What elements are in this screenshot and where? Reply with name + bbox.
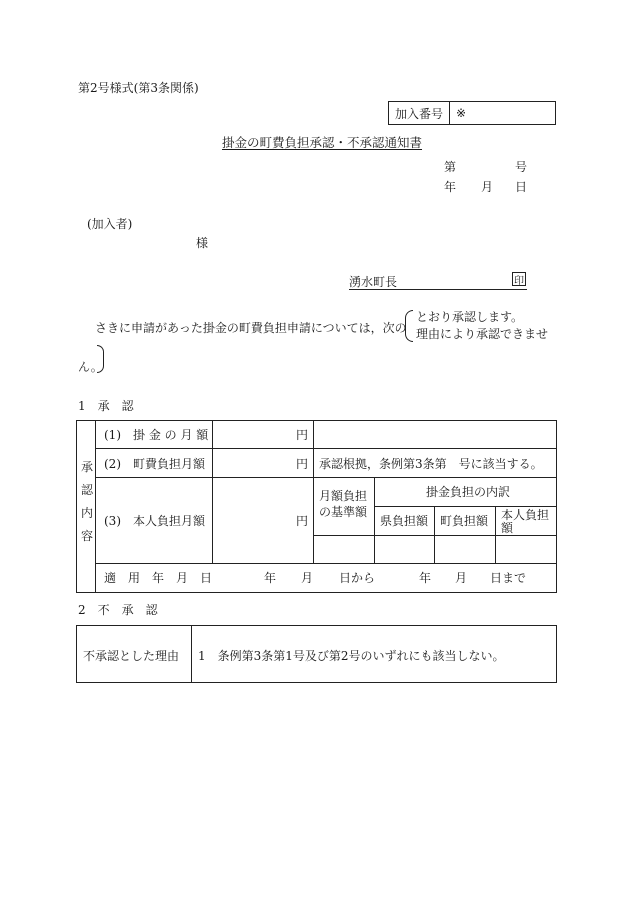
approval-side-label: 承 認 内 容	[80, 460, 93, 543]
row2-yen: 円	[296, 457, 309, 471]
issuer-underline	[349, 289, 527, 290]
applicable-date-label: 適 用 年 月 日	[104, 571, 213, 585]
enrollment-number-value: ※	[456, 106, 467, 120]
breakdown-header: 掛金負担の内訳	[426, 485, 511, 499]
row1-yen: 円	[296, 428, 309, 442]
rejection-label: 不承認とした理由	[83, 649, 180, 663]
row2-label: (2) 町費負担月額	[104, 457, 205, 471]
issuer: 湧水町長	[349, 275, 398, 289]
breakdown-town: 町負担額	[440, 514, 489, 528]
row1-label: (1) 掛 金 の 月 額	[104, 428, 209, 442]
left-paren	[405, 310, 413, 342]
enrollment-number-box	[388, 101, 556, 125]
approval-basis: 承認根拠，条例第3条第 号に該当する。	[319, 457, 543, 471]
breakdown-self-line1: 本人負担	[501, 508, 550, 522]
option-reject: 理由により承認できませ	[416, 327, 549, 341]
seal-mark: 印	[512, 272, 526, 286]
date-day: 日	[515, 180, 528, 194]
date-year: 年	[444, 180, 457, 194]
row3-label: (3) 本人負担月額	[104, 514, 205, 528]
approval-heading: 1 承 認	[78, 399, 134, 413]
to-month: 月	[455, 571, 468, 585]
right-paren	[97, 345, 104, 373]
date-month: 月	[481, 180, 494, 194]
enrollment-number-label: 加入番号	[389, 102, 450, 124]
number-dai: 第	[444, 160, 457, 174]
base-amount-line1: 月額負担	[319, 489, 368, 503]
breakdown-self-line2: 額	[501, 521, 514, 535]
row3-yen: 円	[296, 514, 309, 528]
form-number: 第2号様式(第3条関係)	[78, 81, 199, 95]
rejection-reason: 1 条例第3条第1号及び第2号のいずれにも該当しない。	[198, 649, 505, 663]
option-approve: とおり承認します。	[416, 310, 524, 324]
to-suffix: 日まで	[490, 571, 527, 585]
number-go: 号	[515, 160, 528, 174]
body-main-text: さきに申請があった掛金の町費負担申請については，次の	[95, 321, 407, 335]
addressee-label: (加入者)	[87, 217, 133, 231]
to-year: 年	[419, 571, 432, 585]
honorific: 様	[196, 236, 209, 250]
rejection-heading: 2 不 承 認	[78, 603, 158, 617]
from-year: 年	[264, 571, 277, 585]
from-suffix: 日から	[339, 571, 376, 585]
base-amount-line2: の基準額	[319, 505, 368, 519]
body-continuation: ん。	[78, 360, 103, 374]
from-month: 月	[301, 571, 314, 585]
breakdown-pref: 県負担額	[380, 514, 429, 528]
document-title: 掛金の町費負担承認・不承認通知書	[222, 135, 423, 150]
